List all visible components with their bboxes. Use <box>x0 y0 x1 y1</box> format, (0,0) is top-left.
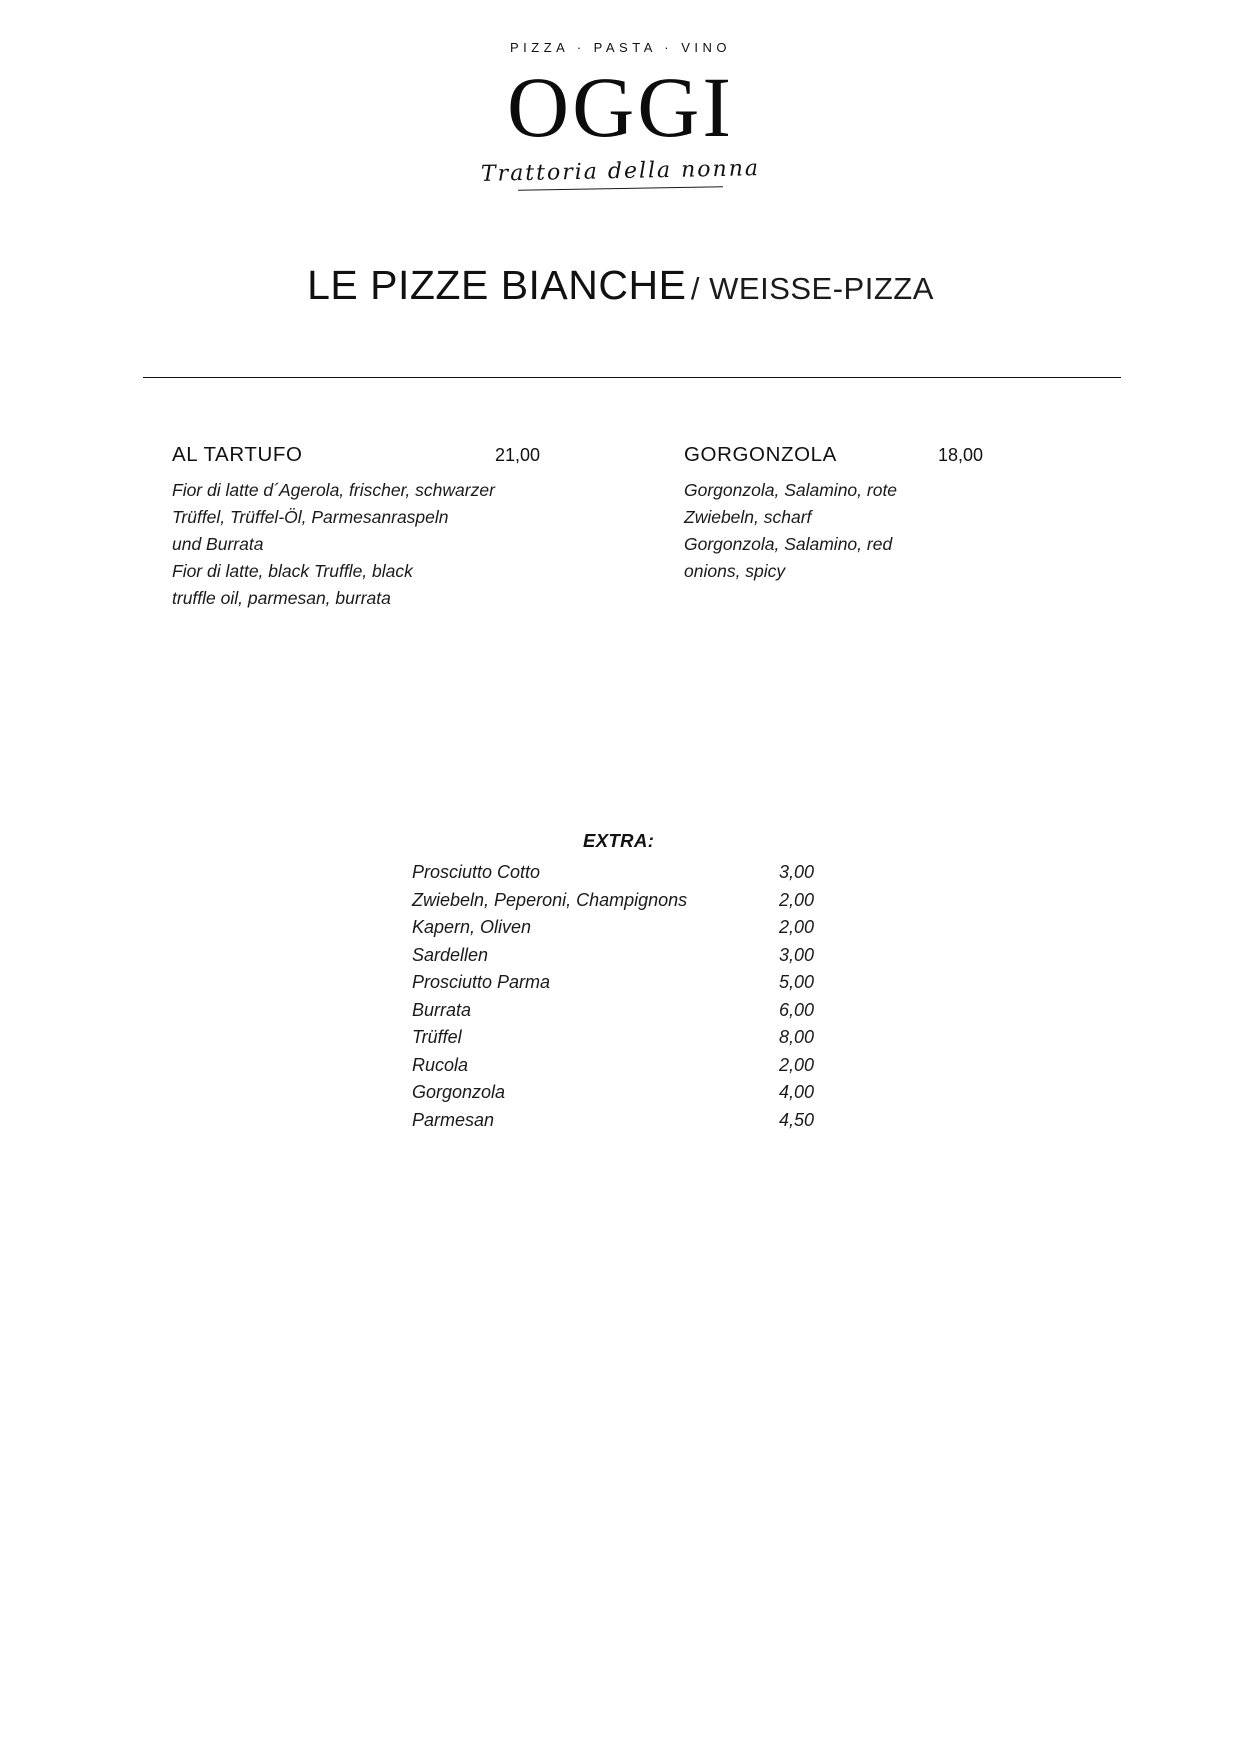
menu-item-header <box>172 443 592 469</box>
extras-label: Parmesan <box>412 1109 495 1130</box>
extras-row <box>412 917 832 945</box>
logo-kicker: PIZZA · PASTA · VINO <box>510 40 731 55</box>
extras-row <box>412 1055 832 1083</box>
extras-label: Rucola <box>412 1054 469 1075</box>
extras-label: Kapern, Oliven <box>412 917 532 937</box>
desc-line: Fior di latte, black Truffle, black <box>172 561 413 581</box>
section-title-sub: / WEISSE-PIZZA <box>690 271 934 306</box>
title-divider <box>143 377 1121 378</box>
desc-line: truffle oil, parmesan, burrata <box>172 588 391 608</box>
extras-label: Burrata <box>412 999 472 1020</box>
section-title-main: LE PIZZE BIANCHE <box>307 262 687 308</box>
extras-list <box>412 862 832 1137</box>
restaurant-logo <box>0 40 1241 189</box>
menu-item-name: GORGONZOLA <box>684 443 837 466</box>
desc-line: Gorgonzola, Salamino, rote <box>684 480 898 500</box>
extras-price: 4,00 <box>779 1082 815 1102</box>
extras-price: 2,00 <box>779 889 815 910</box>
extras-price: 4,50 <box>779 1109 815 1130</box>
menu-item-al-tartufo <box>172 443 592 612</box>
desc-line: Zwiebeln, scharf <box>684 507 812 527</box>
extras-label: Gorgonzola <box>412 1082 506 1102</box>
extras-label: Prosciutto Cotto <box>412 862 541 882</box>
extras-row <box>412 945 832 973</box>
extras-row <box>412 972 832 1000</box>
extras-label: Zwiebeln, Peperoni, Champignons <box>412 889 688 910</box>
logo-underline <box>518 186 723 191</box>
desc-line: und Burrata <box>172 534 264 554</box>
desc-line: Fior di latte d´Agerola, frischer, schwarzer <box>172 480 495 500</box>
extras-price: 2,00 <box>779 1054 815 1075</box>
extras-row <box>412 1027 832 1055</box>
extras-label: Sardellen <box>412 944 489 965</box>
extras-row <box>412 862 832 890</box>
extras-row <box>412 1082 832 1110</box>
extras-price: 3,00 <box>779 862 815 882</box>
logo-wordmark: OGGI <box>507 59 734 155</box>
menu-item-price: 21,00 <box>495 445 541 465</box>
extras-price: 2,00 <box>779 917 815 937</box>
menu-item-description <box>172 477 592 612</box>
desc-line: Trüffel, Trüffel-Öl, Parmesanraspeln <box>172 507 449 527</box>
page-title <box>0 262 1241 309</box>
extras-price: 8,00 <box>779 1027 815 1047</box>
extras-row <box>412 1000 832 1028</box>
extras-row <box>412 890 832 918</box>
extras-price: 6,00 <box>779 999 815 1020</box>
extras-title: EXTRA: <box>583 830 655 851</box>
extras-price: 5,00 <box>779 972 815 992</box>
extras-label: Prosciutto Parma <box>412 972 551 992</box>
desc-line: Gorgonzola, Salamino, red <box>684 534 893 554</box>
menu-item-header <box>684 443 1104 469</box>
menu-item-price: 18,00 <box>938 445 984 465</box>
extras-row <box>412 1110 832 1138</box>
desc-line: onions, spicy <box>684 561 786 581</box>
menu-item-description <box>684 477 1104 585</box>
extras-price: 3,00 <box>779 944 815 965</box>
logo-tagline: Trattoria della nonna <box>480 155 761 187</box>
menu-item-gorgonzola <box>684 443 1104 585</box>
menu-item-name: AL TARTUFO <box>172 443 303 466</box>
extras-label: Trüffel <box>412 1027 462 1047</box>
